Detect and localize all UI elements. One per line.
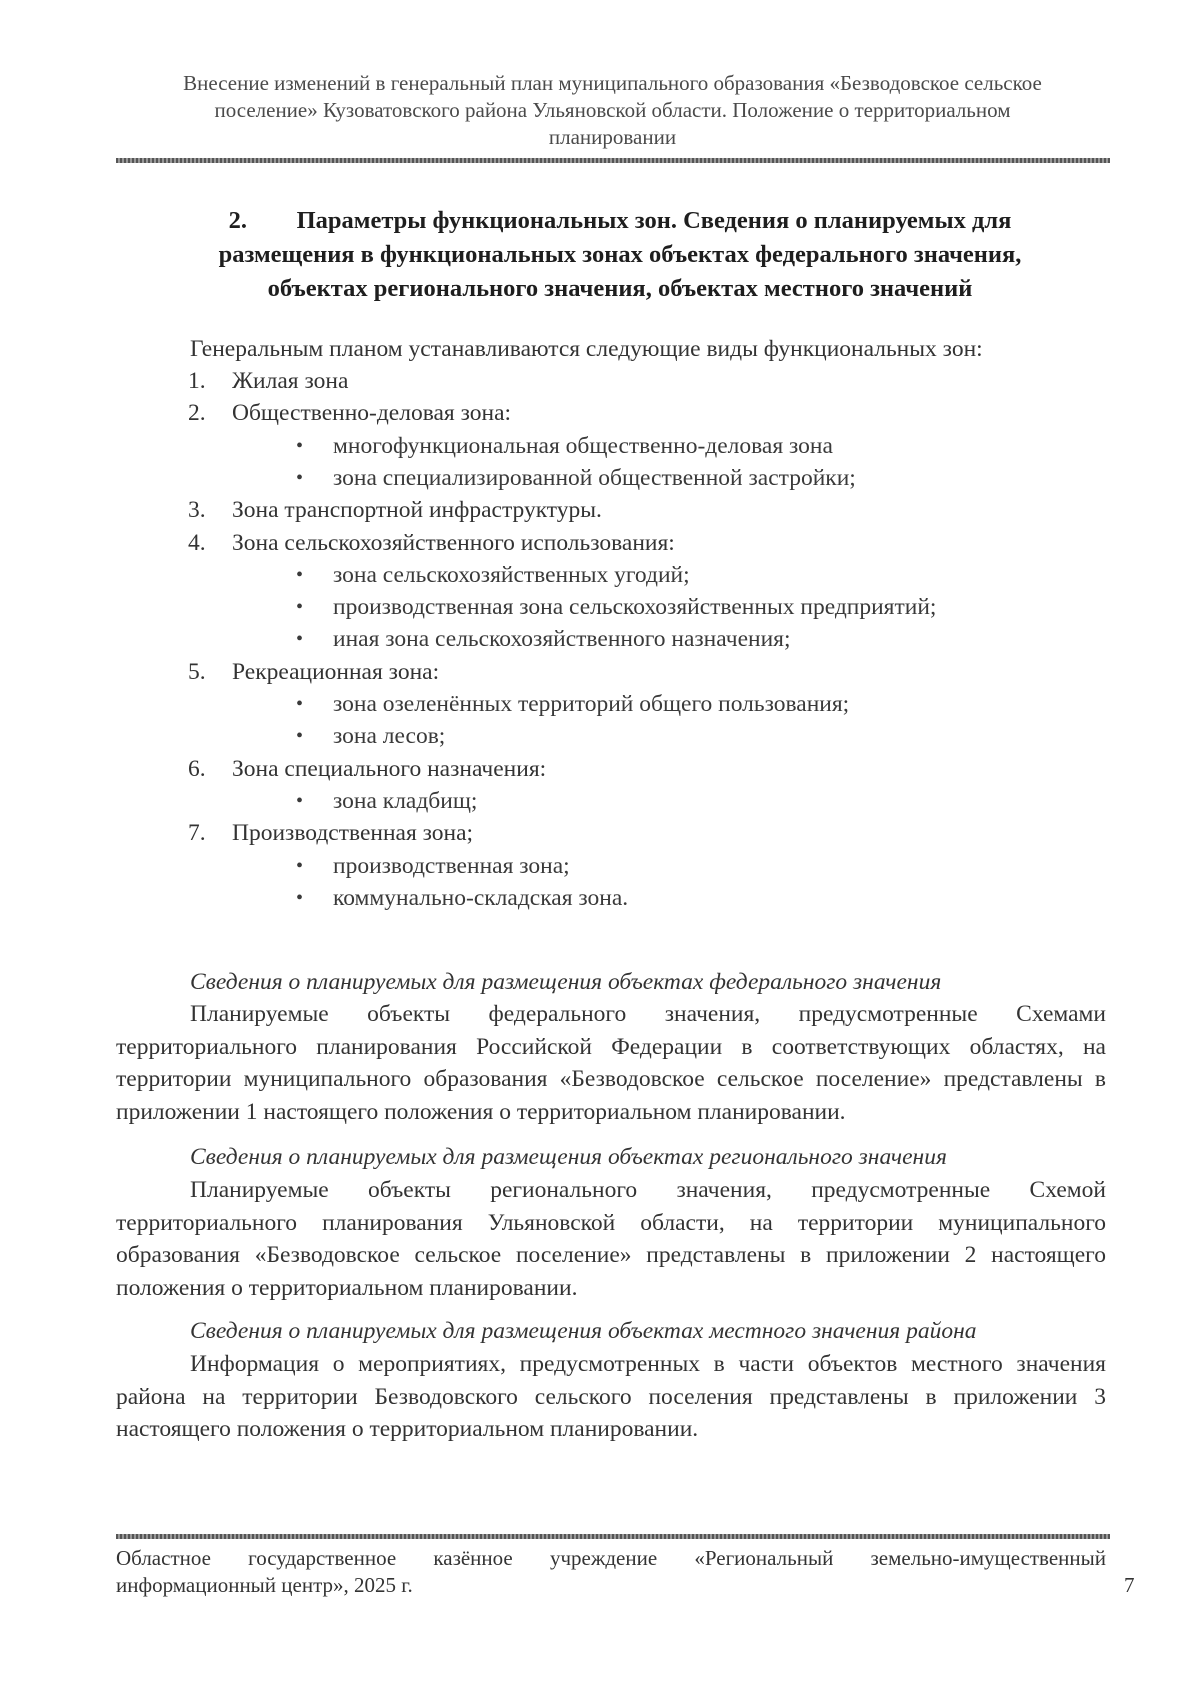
federal-heading: Сведения о планируемых для размещения объектах федерального значения (190, 969, 942, 995)
zone-subitem-label: многофункциональная общественно-деловая зона (333, 432, 833, 459)
running-footer (116, 1545, 1106, 1599)
bullet-icon: • (296, 789, 304, 812)
federal-paragraph: Планируемые объекты федерального значения, предусмотренные Схемами территориального планирования Российской Федерации в соответствующих областях, на территории муниципального образования «Безводовское сельское поселение» представлены в приложении 1 настоящего положения о территориальном планировании. (116, 1001, 1106, 1125)
footer-divider (116, 1534, 1110, 1539)
section-title-line-1: Параметры функциональных зон. Сведения о планируемых для (296, 207, 1012, 234)
page-number: 7 (1124, 1573, 1135, 1597)
bullet-icon: • (296, 434, 304, 457)
header-line-3: планировании (548, 125, 677, 149)
zone-number: 4. (188, 529, 206, 556)
bullet-icon: • (296, 886, 304, 909)
section-heading (160, 204, 1080, 306)
local-heading: Сведения о планируемых для размещения объектах местного значения района (190, 1318, 977, 1344)
bullet-icon: • (296, 854, 304, 877)
bullet-icon: • (296, 693, 304, 715)
header-divider (116, 158, 1110, 163)
zone-subitem-label: зона сельскохозяйственных угодий; (333, 561, 690, 588)
bullet-icon: • (296, 725, 304, 748)
zone-number: 2. (188, 400, 206, 427)
zone-subitem-label: зона специализированной общественной застройки; (333, 464, 856, 491)
zone-label: Жилая зона (232, 368, 349, 394)
zone-subitem-label: иная зона сельскохозяйственного назначения; (333, 626, 791, 653)
footer-line-2: информационный центр», 2025 г. (116, 1573, 413, 1597)
bullet-icon: • (296, 628, 304, 651)
zone-subitem-label: зона лесов; (333, 723, 446, 750)
zone-number: 7. (188, 820, 206, 847)
bullet-icon: • (296, 466, 304, 489)
zone-number: 5. (188, 658, 206, 685)
local-paragraph: Информация о мероприятиях, предусмотренных в части объектов местного значения района на территории Безводовского сельского поселения представлены в приложении 3 настоящего положения о территориальном планировании. (116, 1351, 1106, 1442)
zone-label: Производственная зона; (232, 820, 474, 847)
bullet-icon: • (296, 563, 304, 586)
regional-heading: Сведения о планируемых для размещения объектах регионального значения (190, 1144, 947, 1170)
zone-subitem-label: производственная зона; (333, 852, 570, 879)
zone-number: 6. (188, 755, 206, 782)
zone-label: Зона специального назначения: (232, 755, 547, 782)
header-line-1: Внесение изменений в генеральный план муниципального образования «Безводовское сельское (183, 71, 1042, 95)
zone-label: Зона транспортной инфраструктуры. (232, 497, 602, 524)
section-title-line-2: размещения в функциональных зонах объектах федерального значения, (218, 241, 1022, 268)
zone-label: Общественно-деловая зона: (232, 400, 512, 427)
zone-label: Зона сельскохозяйственного использования: (232, 529, 675, 556)
zone-subitem-label: зона озеленённых территорий общего пользования; (333, 691, 850, 717)
zone-label: Рекреационная зона: (232, 658, 440, 685)
zone-number: 1. (188, 368, 206, 394)
footer-line-1: Областное государственное казённое учреждение «Региональный земельно-имущественный (116, 1546, 1106, 1570)
running-header (120, 70, 1105, 151)
intro-text: Генеральным планом устанавливаются следующие виды функциональных зон: (190, 336, 983, 362)
section-title-line-3: объектах регионального значения, объектах местного значений (267, 275, 973, 302)
zone-number: 3. (188, 497, 206, 524)
regional-paragraph: Планируемые объекты регионального значения, предусмотренные Схемой территориального планирования Ульяновской области, на территории муниципального образования «Безводовское сельское поселение» представлены в приложении 2 настоящего положения о территориальном планировании. (116, 1177, 1106, 1301)
bullet-icon: • (296, 596, 304, 619)
section-number: 2. (228, 207, 247, 234)
zone-subitem-label: производственная зона сельскохозяйственных предприятий; (333, 594, 937, 621)
header-line-2: поселение» Кузоватовского района Ульяновской области. Положение о территориальном (214, 98, 1011, 122)
zone-subitem-label: зона кладбищ; (333, 787, 478, 814)
zone-subitem-label: коммунально-складская зона. (333, 884, 629, 911)
